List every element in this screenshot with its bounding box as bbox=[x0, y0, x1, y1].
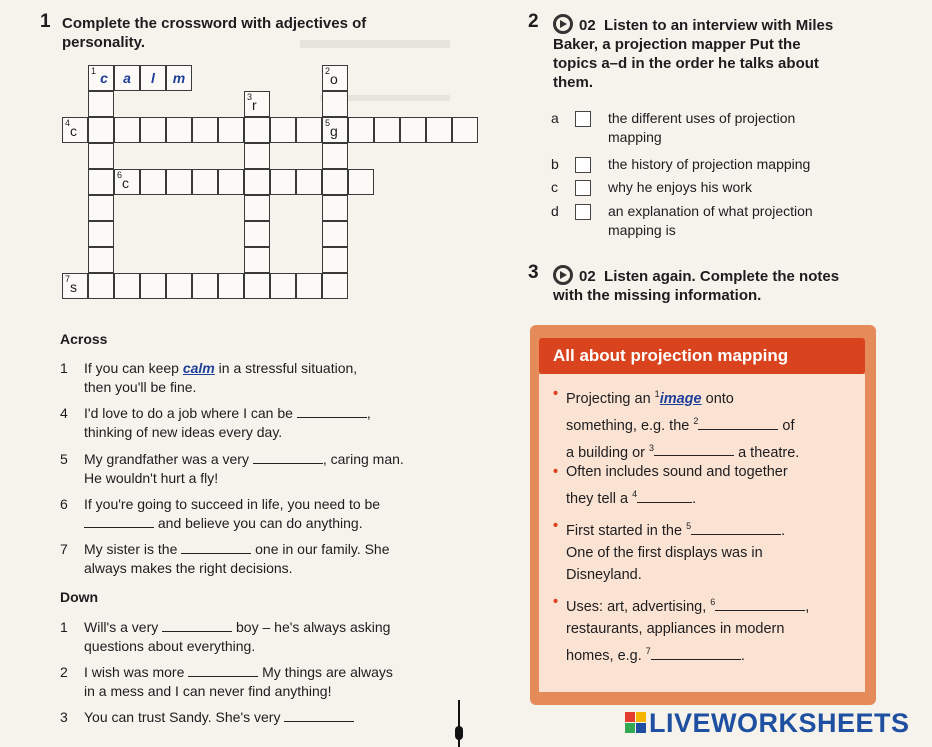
down-clue-1 bbox=[60, 618, 480, 656]
crossword-cell[interactable] bbox=[296, 273, 322, 299]
option-text: mapping is bbox=[608, 222, 676, 238]
clue-text: You can trust Sandy. She's very bbox=[84, 709, 285, 725]
crossword-cell[interactable] bbox=[322, 91, 348, 117]
crossword-cell[interactable] bbox=[114, 65, 140, 91]
note-text: One of the first displays was in bbox=[566, 544, 763, 561]
cell-letter: c bbox=[100, 70, 108, 86]
option-text: why he enjoys his work bbox=[608, 179, 752, 195]
clue-text: He wouldn't hurt a fly! bbox=[84, 470, 219, 486]
note-text: Uses: art, advertising, bbox=[566, 598, 711, 615]
note-bullet-2 bbox=[553, 461, 858, 510]
notes-title: All about projection mapping bbox=[539, 338, 865, 374]
option-text: mapping bbox=[608, 129, 662, 145]
crossword-cell[interactable] bbox=[88, 65, 114, 91]
clue-text: If you're going to succeed in life, you need to be bbox=[84, 496, 381, 512]
crossword-cell[interactable] bbox=[140, 169, 166, 195]
option-letter: a bbox=[551, 110, 559, 126]
crossword-cell[interactable] bbox=[322, 143, 348, 169]
crossword-cell[interactable] bbox=[322, 169, 348, 195]
cell-letter: o bbox=[330, 71, 338, 87]
crossword-cell[interactable] bbox=[244, 117, 270, 143]
crossword-cell[interactable] bbox=[218, 273, 244, 299]
option-b bbox=[551, 155, 881, 174]
gap-number: 4 bbox=[632, 489, 638, 499]
crossword-cell[interactable] bbox=[244, 247, 270, 273]
cell-letter: c bbox=[122, 175, 129, 191]
option-letter: b bbox=[551, 156, 559, 172]
crossword-cell[interactable] bbox=[166, 273, 192, 299]
crossword-cell[interactable] bbox=[270, 273, 296, 299]
note-text: a theatre. bbox=[734, 444, 800, 461]
crossword-cell[interactable] bbox=[322, 273, 348, 299]
cell-clue-number: 2 bbox=[325, 66, 331, 76]
exercise-2-number: 2 bbox=[528, 11, 539, 32]
bullet-icon: • bbox=[553, 386, 559, 402]
cell-letter: c bbox=[70, 123, 77, 139]
across-clue-4 bbox=[60, 404, 480, 442]
answer-blank[interactable] bbox=[651, 647, 741, 660]
instruction-line: them. bbox=[553, 74, 594, 91]
answer-blank[interactable] bbox=[691, 522, 781, 535]
clue-number: 6 bbox=[60, 496, 68, 512]
note-bullet-4 bbox=[553, 591, 858, 667]
crossword-cell[interactable] bbox=[88, 221, 114, 247]
crossword-cell[interactable] bbox=[426, 117, 452, 143]
note-text: restaurants, appliances in modern bbox=[566, 620, 785, 637]
logo-grid-icon bbox=[625, 712, 647, 734]
answer-image[interactable]: image bbox=[659, 390, 702, 407]
binding-ring-icon bbox=[455, 700, 463, 747]
clue-number: 7 bbox=[60, 541, 68, 557]
clue-text: in a stressful situation, bbox=[214, 360, 358, 376]
note-text: homes, e.g. bbox=[566, 647, 646, 664]
note-text: Projecting an bbox=[566, 390, 655, 407]
crossword-cell[interactable] bbox=[166, 169, 192, 195]
clue-text: in a mess and I can never find anything! bbox=[84, 683, 332, 699]
option-text: the history of projection mapping bbox=[608, 156, 811, 172]
note-text: , bbox=[805, 598, 810, 615]
gap-number: 2 bbox=[693, 415, 699, 426]
crossword-cell[interactable] bbox=[114, 117, 140, 143]
instruction-line: personality. bbox=[62, 34, 146, 51]
cell-letter: a bbox=[123, 70, 131, 86]
note-text: Disneyland. bbox=[566, 566, 642, 583]
crossword-cell[interactable] bbox=[270, 169, 296, 195]
crossword-cell[interactable] bbox=[322, 195, 348, 221]
clue-number: 1 bbox=[60, 619, 68, 635]
crossword-cell[interactable] bbox=[88, 91, 114, 117]
crossword-cell[interactable] bbox=[322, 117, 348, 143]
across-heading: Across bbox=[60, 331, 108, 347]
crossword-cell[interactable] bbox=[88, 169, 114, 195]
crossword-cell[interactable] bbox=[114, 273, 140, 299]
bullet-icon: • bbox=[553, 518, 559, 534]
note-text: of bbox=[778, 417, 795, 434]
crossword-cell[interactable] bbox=[218, 169, 244, 195]
cell-letter: r bbox=[252, 97, 257, 113]
clue-text: My things are always bbox=[258, 664, 393, 680]
crossword-cell[interactable] bbox=[192, 117, 218, 143]
answer-blank[interactable] bbox=[162, 619, 232, 632]
note-text: First started in the bbox=[566, 522, 687, 539]
clue-number: 2 bbox=[60, 664, 68, 680]
option-letter: d bbox=[551, 203, 559, 219]
cell-clue-number: 4 bbox=[65, 118, 71, 128]
instruction-line: Baker, a projection mapper Put the bbox=[553, 36, 801, 53]
crossword-cell[interactable] bbox=[244, 221, 270, 247]
clue-number: 5 bbox=[60, 451, 68, 467]
audio-play-icon[interactable] bbox=[553, 14, 573, 34]
crossword-cell[interactable] bbox=[296, 169, 322, 195]
answer-blank[interactable] bbox=[698, 417, 778, 430]
crossword-cell[interactable] bbox=[140, 65, 166, 91]
answer-blank[interactable] bbox=[188, 664, 258, 677]
order-checkbox[interactable] bbox=[575, 204, 591, 220]
crossword-cell[interactable] bbox=[62, 273, 88, 299]
clue-text: boy – he's always asking bbox=[232, 619, 391, 635]
crossword-cell[interactable] bbox=[244, 91, 270, 117]
crossword-cell[interactable] bbox=[322, 247, 348, 273]
clue-text: Will's a very bbox=[84, 619, 163, 635]
answer-blank[interactable] bbox=[181, 541, 251, 554]
crossword-cell[interactable] bbox=[192, 169, 218, 195]
crossword-cell[interactable] bbox=[244, 195, 270, 221]
exercise-3-instructions bbox=[553, 265, 883, 305]
note-text: they tell a bbox=[566, 490, 633, 507]
option-text: the different uses of projection bbox=[608, 110, 796, 126]
answer-calm[interactable]: calm bbox=[182, 360, 215, 376]
across-clue-7 bbox=[60, 540, 480, 578]
order-checkbox[interactable] bbox=[575, 157, 591, 173]
notes-body bbox=[539, 374, 865, 692]
option-c bbox=[551, 178, 881, 197]
crossword-cell[interactable] bbox=[244, 273, 270, 299]
answer-blank[interactable] bbox=[637, 490, 692, 503]
clue-text: then you'll be fine. bbox=[84, 379, 197, 395]
order-checkbox[interactable] bbox=[575, 180, 591, 196]
clue-text: always makes the right decisions. bbox=[84, 560, 293, 576]
crossword-cell[interactable] bbox=[140, 273, 166, 299]
clue-number: 1 bbox=[60, 360, 68, 376]
cell-clue-number: 1 bbox=[91, 66, 97, 76]
crossword-cell[interactable] bbox=[400, 117, 426, 143]
crossword-cell[interactable] bbox=[62, 117, 88, 143]
instruction-line: Listen again. Complete the notes bbox=[604, 268, 840, 285]
clue-text: thinking of new ideas every day. bbox=[84, 424, 283, 440]
order-checkbox[interactable] bbox=[575, 111, 591, 127]
clue-text: If you can keep bbox=[84, 360, 183, 376]
across-clue-1 bbox=[60, 359, 480, 397]
audio-play-icon[interactable] bbox=[553, 265, 573, 285]
down-heading: Down bbox=[60, 589, 99, 605]
crossword-cell[interactable] bbox=[348, 169, 374, 195]
note-text: . bbox=[740, 647, 745, 664]
clue-text: I wish was more bbox=[84, 664, 189, 680]
note-text: onto bbox=[701, 390, 734, 407]
notes-box bbox=[530, 325, 876, 705]
liveworksheets-logo bbox=[625, 708, 910, 739]
bullet-icon: • bbox=[553, 464, 559, 480]
track-number: 02 bbox=[579, 268, 596, 285]
cell-letter: l bbox=[151, 70, 155, 86]
exercise-3-number: 3 bbox=[528, 262, 539, 283]
crossword-cell[interactable] bbox=[88, 143, 114, 169]
answer-blank[interactable] bbox=[253, 451, 323, 464]
note-text: a building or bbox=[566, 444, 650, 461]
gap-number: 1 bbox=[654, 389, 660, 399]
clue-number: 3 bbox=[60, 709, 68, 725]
cell-clue-number: 3 bbox=[247, 92, 253, 102]
clue-text: questions about everything. bbox=[84, 638, 256, 654]
exercise-1-number: 1 bbox=[40, 11, 51, 32]
note-text: . bbox=[781, 522, 786, 539]
crossword-cell[interactable] bbox=[348, 117, 374, 143]
note-text: something, e.g. the bbox=[566, 417, 694, 434]
logo-text: LIVEWORKSHEETS bbox=[649, 708, 910, 738]
gap-number: 3 bbox=[649, 442, 655, 453]
answer-blank[interactable] bbox=[84, 515, 154, 528]
crossword-cell[interactable] bbox=[270, 117, 296, 143]
instruction-line: with the missing information. bbox=[553, 287, 762, 304]
option-text: an explanation of what projection bbox=[608, 203, 813, 219]
clue-text: I'd love to do a job where I can be bbox=[84, 405, 297, 421]
instruction-line: Listen to an interview with Miles bbox=[604, 17, 834, 34]
note-bullet-3 bbox=[553, 515, 858, 586]
cell-clue-number: 6 bbox=[117, 170, 123, 180]
clue-text: one in our family. She bbox=[251, 541, 390, 557]
crossword-cell[interactable] bbox=[218, 117, 244, 143]
down-clue-2 bbox=[60, 663, 480, 701]
exercise-2-instructions bbox=[553, 14, 883, 92]
answer-blank[interactable] bbox=[715, 598, 805, 611]
exercise-1-instructions bbox=[62, 14, 482, 52]
crossword-cell[interactable] bbox=[374, 117, 400, 143]
clue-text: My grandfather was a very bbox=[84, 451, 253, 467]
gap-number: 7 bbox=[645, 645, 651, 656]
crossword-cell[interactable] bbox=[140, 117, 166, 143]
crossword-cell[interactable] bbox=[88, 117, 114, 143]
crossword-cell[interactable] bbox=[166, 65, 192, 91]
down-clue-3 bbox=[60, 708, 480, 727]
gap-number: 5 bbox=[686, 521, 692, 531]
instruction-line: Complete the crossword with adjectives of bbox=[62, 15, 367, 32]
cell-clue-number: 5 bbox=[325, 118, 331, 128]
clue-text: and believe you can do anything. bbox=[154, 515, 363, 531]
cell-letter: s bbox=[70, 279, 77, 295]
crossword-cell[interactable] bbox=[192, 273, 218, 299]
option-letter: c bbox=[551, 179, 558, 195]
across-clue-5 bbox=[60, 450, 480, 488]
answer-blank[interactable] bbox=[284, 709, 354, 722]
crossword-cell[interactable] bbox=[452, 117, 478, 143]
clue-text: My sister is the bbox=[84, 541, 182, 557]
clue-text: , bbox=[366, 405, 371, 421]
answer-blank[interactable] bbox=[297, 405, 367, 418]
crossword-cell[interactable] bbox=[114, 169, 140, 195]
cell-letter: g bbox=[330, 123, 338, 139]
crossword-cell[interactable] bbox=[244, 143, 270, 169]
crossword-cell[interactable] bbox=[322, 221, 348, 247]
crossword-cell[interactable] bbox=[296, 117, 322, 143]
answer-blank[interactable] bbox=[654, 443, 734, 456]
bullet-icon: • bbox=[553, 594, 559, 610]
option-a bbox=[551, 109, 881, 147]
note-bullet-1 bbox=[553, 383, 858, 463]
option-d bbox=[551, 202, 881, 240]
gap-number: 6 bbox=[710, 597, 716, 607]
across-clue-6 bbox=[60, 495, 480, 533]
note-text: . bbox=[692, 490, 697, 507]
crossword-cell[interactable] bbox=[88, 273, 114, 299]
cell-letter: m bbox=[172, 70, 186, 86]
instruction-line: topics a–d in the order he talks about bbox=[553, 55, 819, 72]
cell-clue-number: 7 bbox=[65, 274, 71, 284]
crossword-cell[interactable] bbox=[244, 169, 270, 195]
crossword-cell[interactable] bbox=[322, 65, 348, 91]
crossword-cell[interactable] bbox=[88, 247, 114, 273]
crossword-cell[interactable] bbox=[166, 117, 192, 143]
note-text: Often includes sound and together bbox=[566, 464, 788, 480]
clue-number: 4 bbox=[60, 405, 68, 421]
crossword-cell[interactable] bbox=[88, 195, 114, 221]
track-number: 02 bbox=[579, 17, 596, 34]
clue-text: , caring man. bbox=[322, 451, 404, 467]
